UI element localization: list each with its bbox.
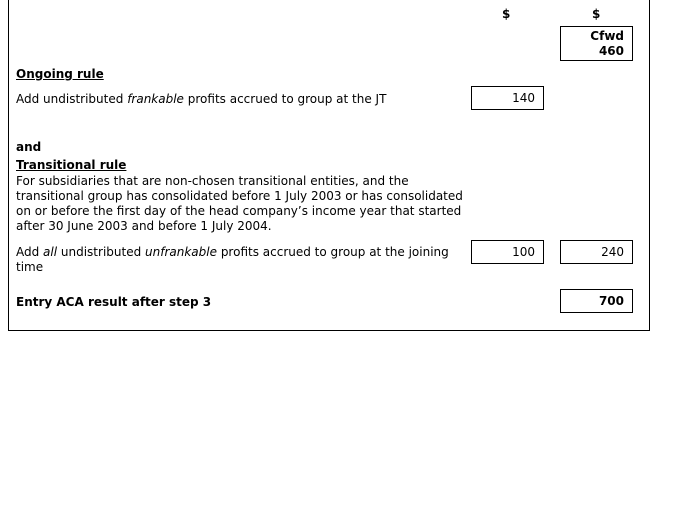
carried-forward-box xyxy=(560,26,633,61)
transitional-total: 240 xyxy=(601,245,624,259)
transitional-text-mid: undistributed xyxy=(57,245,146,259)
result-box xyxy=(560,289,633,313)
transitional-text-post: profits accrued to group at the joining time xyxy=(16,245,449,274)
transitional-text-pre: Add xyxy=(16,245,44,259)
transitional-total-box xyxy=(560,240,633,264)
transitional-amount: 100 xyxy=(512,245,535,259)
ongoing-rule-heading: Ongoing rule xyxy=(16,67,104,81)
transitional-rule-text xyxy=(16,245,468,275)
ongoing-text-pre: Add undistributed xyxy=(16,92,128,106)
ongoing-text-emphasis: frankable xyxy=(127,92,184,106)
transitional-text-emphasis-unfrankable: unfrankable xyxy=(145,245,217,259)
result-label: Entry ACA result after step 3 xyxy=(16,295,212,309)
connector-and: and xyxy=(16,140,42,154)
ongoing-text-post: profits accrued to group at the JT xyxy=(183,92,387,106)
transitional-rule-heading: Transitional rule xyxy=(16,158,127,172)
ongoing-amount-box xyxy=(471,86,544,110)
column-header-2: $ xyxy=(592,7,601,21)
column-header-1: $ xyxy=(502,7,511,21)
ongoing-amount: 140 xyxy=(512,91,535,105)
ongoing-rule-text xyxy=(16,92,386,106)
transitional-description: For subsidiaries that are non-chosen transitional entities, and the transitional group has consolidated before 1 July 2003 or has consolidated on or before the first day of the head company’s income year that started after 30 June 2003 and before 1 July 2004. xyxy=(16,174,463,233)
carried-forward-label: Cfwd xyxy=(590,29,624,43)
transitional-text-emphasis-all: all xyxy=(43,245,58,259)
transitional-amount-box xyxy=(471,240,544,264)
result-value: 700 xyxy=(598,294,624,308)
carried-forward-value: 460 xyxy=(598,44,624,58)
